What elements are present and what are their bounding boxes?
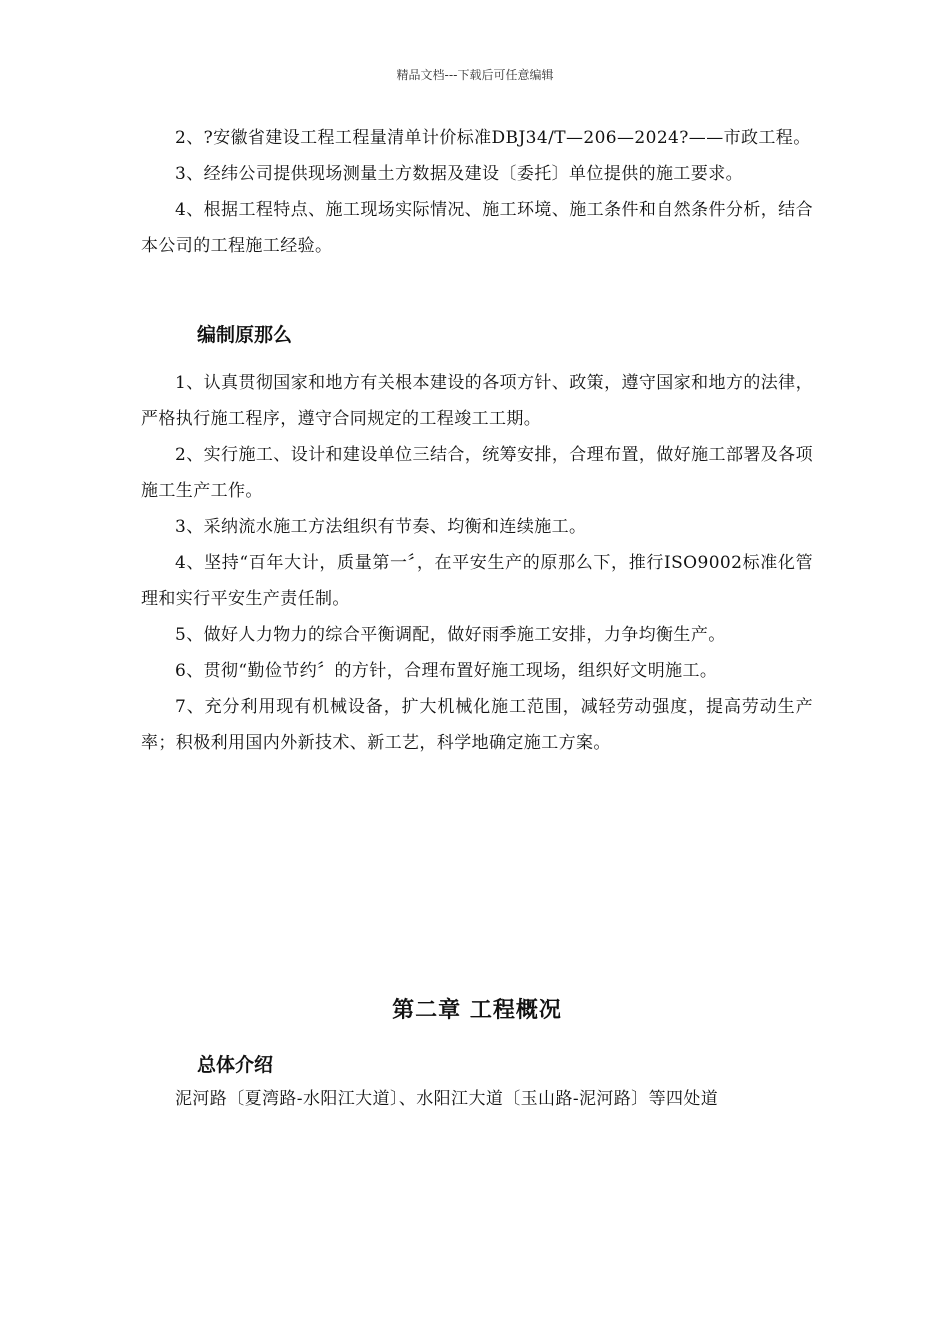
document-body	[141, 120, 813, 1117]
principle-item-4: 4、坚持“百年大计，质量第一〞，在平安生产的原那么下，推行ISO9002标准化管理和实行平安生产责任制。	[141, 553, 813, 609]
principle-item-3: 3、采纳流水施工方法组织有节奏、均衡和连续施工。	[175, 517, 587, 537]
page-header-watermark: 精品文档---下载后可任意编辑	[396, 68, 554, 82]
principle-item-6: 6、贯彻“勤俭节约〞的方针，合理布置好施工现场，组织好文明施工。	[175, 661, 718, 681]
principles-heading: 编制原那么	[197, 324, 293, 346]
overview-paragraph: 泥河路〔夏湾路-水阳江大道〕、水阳江大道〔玉山路-泥河路〕等四处道	[175, 1089, 719, 1109]
principle-item-1: 1、认真贯彻国家和地方有关根本建设的各项方针、政策，遵守国家和地方的法律，严格执行施工程序，遵守合同规定的工程竣工工期。	[141, 373, 813, 429]
principle-item-2: 2、实行施工、设计和建设单位三结合，统筹安排，合理布置，做好施工部署及各项施工生产工作。	[141, 445, 813, 501]
principle-item-5: 5、做好人力物力的综合平衡调配，做好雨季施工安排，力争均衡生产。	[175, 625, 726, 645]
chapter-title: 第二章 工程概况	[392, 998, 562, 1023]
basis-item-4: 4、根据工程特点、施工现场实际情况、施工环境、施工条件和自然条件分析，结合本公司的工程施工经验。	[141, 200, 813, 256]
principles-list	[141, 365, 813, 761]
basis-list	[141, 120, 813, 264]
basis-item-2: 2、?安徽省建设工程工程量清单计价标准DBJ34/T—206—2024?——市政工程。	[175, 128, 811, 148]
principle-item-7: 7、充分利用现有机械设备，扩大机械化施工范围，减轻劳动强度，提高劳动生产率；积极利用国内外新技术、新工艺，科学地确定施工方案。	[141, 697, 813, 753]
overview-heading: 总体介绍	[197, 1054, 274, 1076]
basis-item-3: 3、经纬公司提供现场测量土方数据及建设〔委托〕单位提供的施工要求。	[175, 164, 744, 184]
